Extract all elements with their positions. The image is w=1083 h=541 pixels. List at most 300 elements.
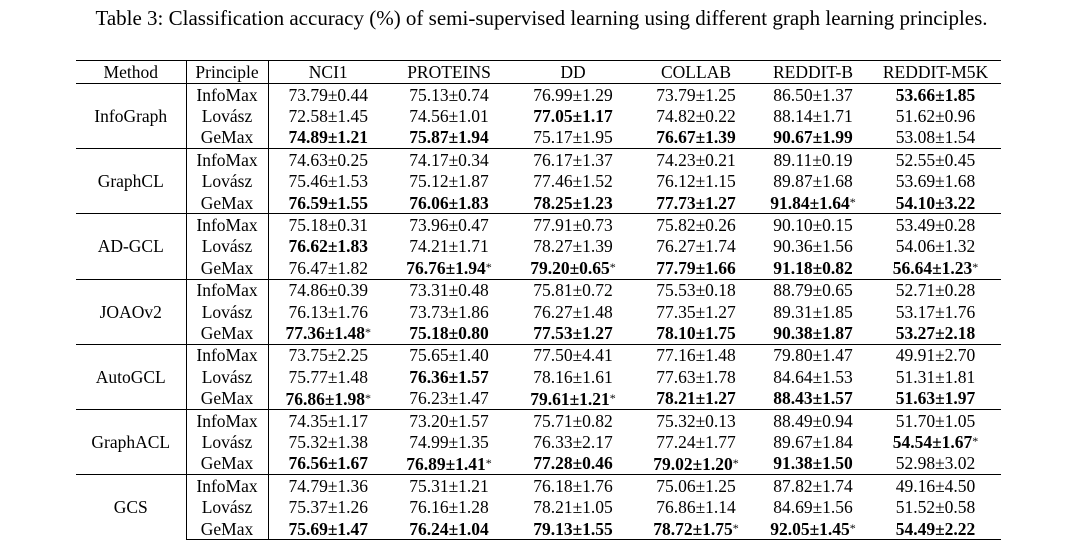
accuracy-cell bbox=[870, 214, 1001, 236]
accuracy-cell bbox=[636, 409, 756, 431]
accuracy-cell bbox=[510, 236, 636, 257]
table-row bbox=[76, 322, 1001, 344]
accuracy-value: 73.79±1.25 bbox=[656, 84, 736, 105]
accuracy-value: 75.32±1.38 bbox=[288, 431, 369, 452]
accuracy-cell bbox=[870, 366, 1001, 387]
table-row bbox=[76, 475, 1001, 497]
accuracy-value: 77.79±1.66 bbox=[656, 257, 736, 278]
accuracy-value: 77.28±0.46 bbox=[533, 453, 613, 474]
accuracy-value: 74.86±0.39 bbox=[288, 280, 369, 301]
method-group bbox=[76, 409, 1001, 474]
accuracy-cell bbox=[636, 192, 756, 214]
accuracy-value: 54.49±2.22 bbox=[895, 518, 976, 539]
accuracy-cell bbox=[870, 192, 1001, 214]
accuracy-value: 52.98±3.02 bbox=[895, 453, 976, 474]
table-row bbox=[76, 84, 1001, 106]
accuracy-value: 88.79±0.65 bbox=[773, 280, 853, 301]
accuracy-value: 76.27±1.74 bbox=[656, 236, 736, 257]
accuracy-value: 88.14±1.71 bbox=[773, 106, 853, 127]
significance-star: * bbox=[485, 260, 492, 275]
accuracy-value: 73.96±0.47 bbox=[409, 215, 489, 236]
table-caption: Table 3: Classification accuracy (%) of semi-supervised learning using different graph learning principles. bbox=[95, 6, 988, 30]
accuracy-cell bbox=[756, 127, 870, 149]
significance-star: * bbox=[972, 434, 979, 449]
accuracy-cell bbox=[510, 192, 636, 214]
table-row bbox=[76, 127, 1001, 149]
accuracy-cell bbox=[636, 105, 756, 126]
accuracy-value: 76.47±1.82 bbox=[288, 257, 369, 278]
accuracy-value: 90.38±1.87 bbox=[773, 322, 853, 343]
accuracy-value: 91.38±1.50 bbox=[773, 453, 853, 474]
accuracy-value: 78.21±1.05 bbox=[533, 497, 613, 518]
header-method: Method bbox=[76, 61, 186, 84]
accuracy-value: 77.53±1.27 bbox=[533, 322, 613, 343]
method-name: GraphACL bbox=[76, 409, 186, 474]
accuracy-cell bbox=[870, 322, 1001, 344]
principle-name: GeMax bbox=[186, 257, 268, 279]
accuracy-value: 53.49±0.28 bbox=[895, 215, 976, 236]
accuracy-value: 75.46±1.53 bbox=[288, 171, 369, 192]
principle-name: InfoMax bbox=[186, 344, 268, 366]
accuracy-value: 73.31±0.48 bbox=[409, 280, 489, 301]
accuracy-cell bbox=[268, 84, 388, 106]
accuracy-cell bbox=[870, 236, 1001, 257]
accuracy-cell bbox=[510, 322, 636, 344]
principle-name: InfoMax bbox=[186, 214, 268, 236]
accuracy-value: 76.99±1.29 bbox=[533, 84, 613, 105]
accuracy-value: 75.18±0.31 bbox=[288, 215, 369, 236]
accuracy-value: 76.86±1.98 bbox=[285, 388, 366, 409]
accuracy-cell bbox=[510, 366, 636, 387]
principle-name: InfoMax bbox=[186, 475, 268, 497]
table-row bbox=[76, 431, 1001, 452]
accuracy-value: 75.17±1.95 bbox=[533, 127, 613, 148]
accuracy-value: 54.10±3.22 bbox=[895, 192, 976, 213]
accuracy-cell bbox=[870, 279, 1001, 301]
principle-name: InfoMax bbox=[186, 84, 268, 106]
accuracy-value: 90.36±1.56 bbox=[773, 236, 853, 257]
accuracy-value: 54.54±1.67 bbox=[892, 432, 973, 453]
accuracy-value: 73.79±0.44 bbox=[288, 84, 369, 105]
principle-name: GeMax bbox=[186, 387, 268, 409]
accuracy-value: 87.82±1.74 bbox=[773, 475, 853, 496]
accuracy-cell bbox=[756, 236, 870, 257]
accuracy-value: 76.16±1.28 bbox=[409, 497, 489, 518]
accuracy-value: 78.25±1.23 bbox=[533, 192, 613, 213]
accuracy-value: 86.50±1.37 bbox=[773, 84, 853, 105]
header-principle: Principle bbox=[186, 61, 268, 84]
accuracy-value: 77.16±1.48 bbox=[656, 345, 736, 366]
accuracy-cell bbox=[388, 171, 510, 192]
accuracy-cell bbox=[870, 84, 1001, 106]
accuracy-cell bbox=[388, 475, 510, 497]
method-name: AD-GCL bbox=[76, 214, 186, 279]
significance-star: * bbox=[732, 521, 739, 535]
accuracy-cell bbox=[870, 387, 1001, 409]
accuracy-cell bbox=[756, 518, 870, 540]
principle-name: InfoMax bbox=[186, 409, 268, 431]
significance-star: * bbox=[365, 325, 372, 340]
table-row bbox=[76, 171, 1001, 192]
accuracy-cell bbox=[388, 257, 510, 279]
principle-name: GeMax bbox=[186, 127, 268, 149]
accuracy-cell bbox=[636, 301, 756, 322]
method-name: AutoGCL bbox=[76, 344, 186, 409]
accuracy-value: 74.79±1.36 bbox=[288, 475, 369, 496]
accuracy-value: 51.70±1.05 bbox=[895, 410, 976, 431]
accuracy-cell bbox=[388, 149, 510, 171]
accuracy-value: 77.73±1.27 bbox=[656, 192, 736, 213]
accuracy-value: 73.73±1.86 bbox=[409, 301, 489, 322]
accuracy-value: 77.05±1.17 bbox=[533, 106, 613, 127]
accuracy-cell bbox=[636, 387, 756, 409]
accuracy-value: 52.55±0.45 bbox=[895, 149, 976, 170]
accuracy-value: 77.91±0.73 bbox=[533, 215, 613, 236]
accuracy-cell bbox=[870, 257, 1001, 279]
accuracy-value: 75.77±1.48 bbox=[288, 366, 369, 387]
accuracy-value: 76.86±1.14 bbox=[656, 497, 736, 518]
accuracy-cell bbox=[756, 475, 870, 497]
accuracy-cell bbox=[268, 518, 388, 540]
accuracy-value: 54.06±1.32 bbox=[895, 236, 976, 257]
accuracy-value: 51.52±0.58 bbox=[895, 497, 976, 518]
table-row bbox=[76, 192, 1001, 214]
accuracy-cell bbox=[268, 496, 388, 517]
accuracy-cell bbox=[870, 409, 1001, 431]
accuracy-value: 76.56±1.67 bbox=[288, 453, 369, 474]
accuracy-value: 88.49±0.94 bbox=[773, 410, 853, 431]
accuracy-value: 78.72±1.75 bbox=[653, 519, 733, 539]
accuracy-cell bbox=[510, 279, 636, 301]
accuracy-value: 75.69±1.47 bbox=[288, 518, 369, 539]
table-row bbox=[76, 453, 1001, 475]
accuracy-value: 74.23±0.21 bbox=[656, 149, 736, 170]
accuracy-cell bbox=[756, 171, 870, 192]
accuracy-cell bbox=[636, 214, 756, 236]
accuracy-cell bbox=[268, 105, 388, 126]
accuracy-cell bbox=[756, 192, 870, 214]
accuracy-value: 78.27±1.39 bbox=[533, 236, 613, 257]
accuracy-cell bbox=[268, 192, 388, 214]
table-row bbox=[76, 105, 1001, 126]
accuracy-value: 74.17±0.34 bbox=[409, 149, 489, 170]
accuracy-value: 89.31±1.85 bbox=[773, 301, 853, 322]
accuracy-value: 74.35±1.17 bbox=[288, 410, 369, 431]
principle-name: InfoMax bbox=[186, 149, 268, 171]
accuracy-value: 89.87±1.68 bbox=[773, 171, 853, 192]
accuracy-cell bbox=[870, 171, 1001, 192]
accuracy-cell bbox=[268, 149, 388, 171]
accuracy-cell bbox=[636, 171, 756, 192]
principle-name: Lovász bbox=[186, 496, 268, 517]
accuracy-value: 76.12±1.15 bbox=[656, 171, 736, 192]
accuracy-value: 76.13±1.76 bbox=[288, 301, 369, 322]
accuracy-value: 75.53±0.18 bbox=[656, 280, 736, 301]
accuracy-cell bbox=[268, 171, 388, 192]
accuracy-cell bbox=[510, 409, 636, 431]
accuracy-cell bbox=[870, 518, 1001, 540]
table-row bbox=[76, 496, 1001, 517]
accuracy-value: 74.56±1.01 bbox=[409, 106, 489, 127]
accuracy-value: 91.84±1.64 bbox=[770, 193, 850, 214]
accuracy-cell bbox=[756, 322, 870, 344]
accuracy-cell bbox=[388, 279, 510, 301]
table-row bbox=[76, 214, 1001, 236]
accuracy-value: 77.35±1.27 bbox=[656, 301, 736, 322]
accuracy-value: 76.76±1.94 bbox=[406, 258, 486, 279]
method-name: GraphCL bbox=[76, 149, 186, 214]
accuracy-cell bbox=[510, 257, 636, 279]
accuracy-cell bbox=[388, 453, 510, 475]
accuracy-cell bbox=[636, 84, 756, 106]
method-group bbox=[76, 344, 1001, 409]
accuracy-value: 78.21±1.27 bbox=[656, 388, 736, 409]
accuracy-cell bbox=[636, 431, 756, 452]
accuracy-value: 75.32±0.13 bbox=[656, 410, 736, 431]
table-row bbox=[76, 344, 1001, 366]
accuracy-cell bbox=[268, 344, 388, 366]
method-name: InfoGraph bbox=[76, 84, 186, 149]
accuracy-value: 91.18±0.82 bbox=[773, 257, 853, 278]
accuracy-cell bbox=[388, 214, 510, 236]
principle-name: GeMax bbox=[186, 453, 268, 475]
accuracy-cell bbox=[870, 301, 1001, 322]
accuracy-value: 56.64±1.23 bbox=[892, 258, 973, 279]
principle-name: Lovász bbox=[186, 105, 268, 126]
accuracy-value: 89.67±1.84 bbox=[773, 431, 853, 452]
accuracy-cell bbox=[268, 475, 388, 497]
method-group bbox=[76, 84, 1001, 149]
accuracy-value: 74.63±0.25 bbox=[288, 149, 369, 170]
significance-star: * bbox=[849, 521, 856, 535]
accuracy-cell bbox=[870, 475, 1001, 497]
accuracy-cell bbox=[870, 453, 1001, 475]
accuracy-cell bbox=[510, 453, 636, 475]
table-row bbox=[76, 257, 1001, 279]
accuracy-cell bbox=[636, 257, 756, 279]
accuracy-cell bbox=[388, 518, 510, 540]
accuracy-value: 76.33±2.17 bbox=[533, 431, 613, 452]
table-row bbox=[76, 387, 1001, 409]
accuracy-cell bbox=[510, 344, 636, 366]
accuracy-value: 51.63±1.97 bbox=[895, 388, 976, 409]
accuracy-value: 75.06±1.25 bbox=[656, 475, 736, 496]
accuracy-value: 90.67±1.99 bbox=[773, 127, 853, 148]
accuracy-value: 53.08±1.54 bbox=[895, 127, 976, 148]
accuracy-cell bbox=[388, 344, 510, 366]
accuracy-cell bbox=[388, 431, 510, 452]
accuracy-value: 75.81±0.72 bbox=[533, 280, 613, 301]
principle-name: GeMax bbox=[186, 192, 268, 214]
header-reddit-m5k: REDDIT-M5K bbox=[870, 61, 1001, 84]
accuracy-cell bbox=[388, 105, 510, 126]
accuracy-cell bbox=[870, 149, 1001, 171]
accuracy-cell bbox=[388, 84, 510, 106]
accuracy-cell bbox=[388, 496, 510, 517]
accuracy-value: 76.89±1.41 bbox=[406, 453, 486, 474]
accuracy-cell bbox=[756, 496, 870, 517]
accuracy-cell bbox=[756, 409, 870, 431]
accuracy-value: 75.82±0.26 bbox=[656, 215, 736, 236]
table-row bbox=[76, 236, 1001, 257]
accuracy-cell bbox=[268, 387, 388, 409]
accuracy-cell bbox=[268, 257, 388, 279]
accuracy-value: 78.10±1.75 bbox=[656, 322, 736, 343]
accuracy-value: 76.17±1.37 bbox=[533, 149, 613, 170]
significance-star: * bbox=[849, 195, 856, 210]
accuracy-cell bbox=[756, 387, 870, 409]
accuracy-value: 53.66±1.85 bbox=[895, 84, 976, 105]
results-table bbox=[76, 60, 1001, 540]
principle-name: GeMax bbox=[186, 518, 268, 540]
significance-star: * bbox=[732, 455, 739, 470]
accuracy-value: 76.24±1.04 bbox=[409, 518, 489, 539]
accuracy-cell bbox=[756, 453, 870, 475]
accuracy-value: 75.65±1.40 bbox=[409, 345, 489, 366]
accuracy-value: 75.13±0.74 bbox=[409, 84, 489, 105]
accuracy-cell bbox=[268, 214, 388, 236]
accuracy-value: 75.37±1.26 bbox=[288, 497, 369, 518]
accuracy-value: 75.71±0.82 bbox=[533, 410, 613, 431]
accuracy-cell bbox=[636, 149, 756, 171]
accuracy-cell bbox=[388, 301, 510, 322]
accuracy-cell bbox=[388, 236, 510, 257]
accuracy-cell bbox=[636, 453, 756, 475]
accuracy-value: 51.31±1.81 bbox=[895, 366, 976, 387]
accuracy-value: 73.75±2.25 bbox=[288, 345, 369, 366]
accuracy-value: 74.82±0.22 bbox=[656, 106, 736, 127]
header-proteins: PROTEINS bbox=[388, 61, 510, 84]
principle-name: Lovász bbox=[186, 171, 268, 192]
header-row bbox=[76, 61, 1001, 84]
accuracy-cell bbox=[756, 344, 870, 366]
accuracy-value: 53.17±1.76 bbox=[895, 301, 976, 322]
accuracy-cell bbox=[510, 149, 636, 171]
accuracy-value: 53.27±2.18 bbox=[895, 322, 976, 343]
accuracy-value: 76.23±1.47 bbox=[409, 388, 489, 409]
table-row bbox=[76, 518, 1001, 540]
accuracy-value: 52.71±0.28 bbox=[895, 280, 976, 301]
method-group bbox=[76, 279, 1001, 344]
accuracy-value: 49.91±2.70 bbox=[895, 345, 976, 366]
accuracy-cell bbox=[756, 257, 870, 279]
accuracy-cell bbox=[510, 171, 636, 192]
method-group bbox=[76, 214, 1001, 279]
significance-star: * bbox=[485, 455, 492, 470]
accuracy-value: 90.10±0.15 bbox=[773, 215, 853, 236]
accuracy-cell bbox=[870, 431, 1001, 452]
accuracy-value: 75.31±1.21 bbox=[409, 475, 489, 496]
accuracy-value: 76.27±1.48 bbox=[533, 301, 613, 322]
accuracy-cell bbox=[510, 431, 636, 452]
table-row bbox=[76, 409, 1001, 431]
accuracy-cell bbox=[510, 387, 636, 409]
principle-name: Lovász bbox=[186, 366, 268, 387]
principle-name: GeMax bbox=[186, 322, 268, 344]
accuracy-value: 49.16±4.50 bbox=[895, 475, 976, 496]
accuracy-cell bbox=[870, 496, 1001, 517]
accuracy-cell bbox=[870, 105, 1001, 126]
accuracy-cell bbox=[636, 366, 756, 387]
accuracy-cell bbox=[268, 279, 388, 301]
accuracy-value: 77.50±4.41 bbox=[533, 345, 613, 366]
accuracy-cell bbox=[756, 301, 870, 322]
accuracy-value: 84.64±1.53 bbox=[773, 366, 853, 387]
accuracy-value: 75.12±1.87 bbox=[409, 171, 489, 192]
significance-star: * bbox=[972, 260, 979, 275]
accuracy-cell bbox=[388, 409, 510, 431]
accuracy-cell bbox=[636, 322, 756, 344]
accuracy-cell bbox=[388, 387, 510, 409]
method-group bbox=[76, 475, 1001, 540]
accuracy-cell bbox=[756, 366, 870, 387]
accuracy-value: 76.36±1.57 bbox=[409, 366, 489, 387]
accuracy-value: 74.89±1.21 bbox=[288, 127, 369, 148]
principle-name: InfoMax bbox=[186, 279, 268, 301]
accuracy-value: 75.87±1.94 bbox=[409, 127, 489, 148]
accuracy-value: 76.59±1.55 bbox=[288, 192, 369, 213]
accuracy-cell bbox=[756, 431, 870, 452]
accuracy-value: 74.99±1.35 bbox=[409, 431, 489, 452]
accuracy-value: 73.20±1.57 bbox=[409, 410, 489, 431]
accuracy-value: 76.06±1.83 bbox=[409, 192, 489, 213]
accuracy-value: 89.11±0.19 bbox=[773, 149, 853, 170]
accuracy-value: 77.36±1.48 bbox=[285, 323, 366, 344]
accuracy-value: 92.05±1.45 bbox=[770, 519, 850, 539]
table-row bbox=[76, 149, 1001, 171]
accuracy-cell bbox=[636, 127, 756, 149]
table-row bbox=[76, 366, 1001, 387]
accuracy-value: 84.69±1.56 bbox=[773, 497, 853, 518]
significance-star: * bbox=[365, 390, 372, 405]
accuracy-value: 88.43±1.57 bbox=[773, 388, 853, 409]
accuracy-cell bbox=[268, 453, 388, 475]
method-name: GCS bbox=[76, 475, 186, 540]
header-nci1: NCI1 bbox=[268, 61, 388, 84]
accuracy-cell bbox=[756, 84, 870, 106]
accuracy-value: 76.67±1.39 bbox=[656, 127, 736, 148]
header-collab: COLLAB bbox=[636, 61, 756, 84]
accuracy-value: 77.63±1.78 bbox=[656, 366, 736, 387]
accuracy-value: 77.24±1.77 bbox=[656, 431, 736, 452]
accuracy-value: 79.80±1.47 bbox=[773, 345, 853, 366]
accuracy-value: 79.02±1.20 bbox=[653, 453, 733, 474]
header-dd: DD bbox=[510, 61, 636, 84]
accuracy-value: 79.61±1.21 bbox=[530, 388, 610, 409]
accuracy-cell bbox=[268, 322, 388, 344]
accuracy-value: 72.58±1.45 bbox=[288, 106, 369, 127]
accuracy-cell bbox=[756, 149, 870, 171]
accuracy-cell bbox=[510, 475, 636, 497]
accuracy-cell bbox=[510, 214, 636, 236]
principle-name: Lovász bbox=[186, 301, 268, 322]
accuracy-value: 74.21±1.71 bbox=[409, 236, 489, 257]
accuracy-cell bbox=[870, 127, 1001, 149]
accuracy-cell bbox=[636, 236, 756, 257]
accuracy-cell bbox=[268, 366, 388, 387]
accuracy-cell bbox=[510, 496, 636, 517]
accuracy-value: 77.46±1.52 bbox=[533, 171, 613, 192]
accuracy-cell bbox=[636, 344, 756, 366]
principle-name: Lovász bbox=[186, 431, 268, 452]
accuracy-cell bbox=[510, 301, 636, 322]
method-name: JOAOv2 bbox=[76, 279, 186, 344]
principle-name: Lovász bbox=[186, 236, 268, 257]
accuracy-cell bbox=[510, 518, 636, 540]
accuracy-cell bbox=[388, 322, 510, 344]
accuracy-cell bbox=[510, 84, 636, 106]
accuracy-cell bbox=[268, 127, 388, 149]
